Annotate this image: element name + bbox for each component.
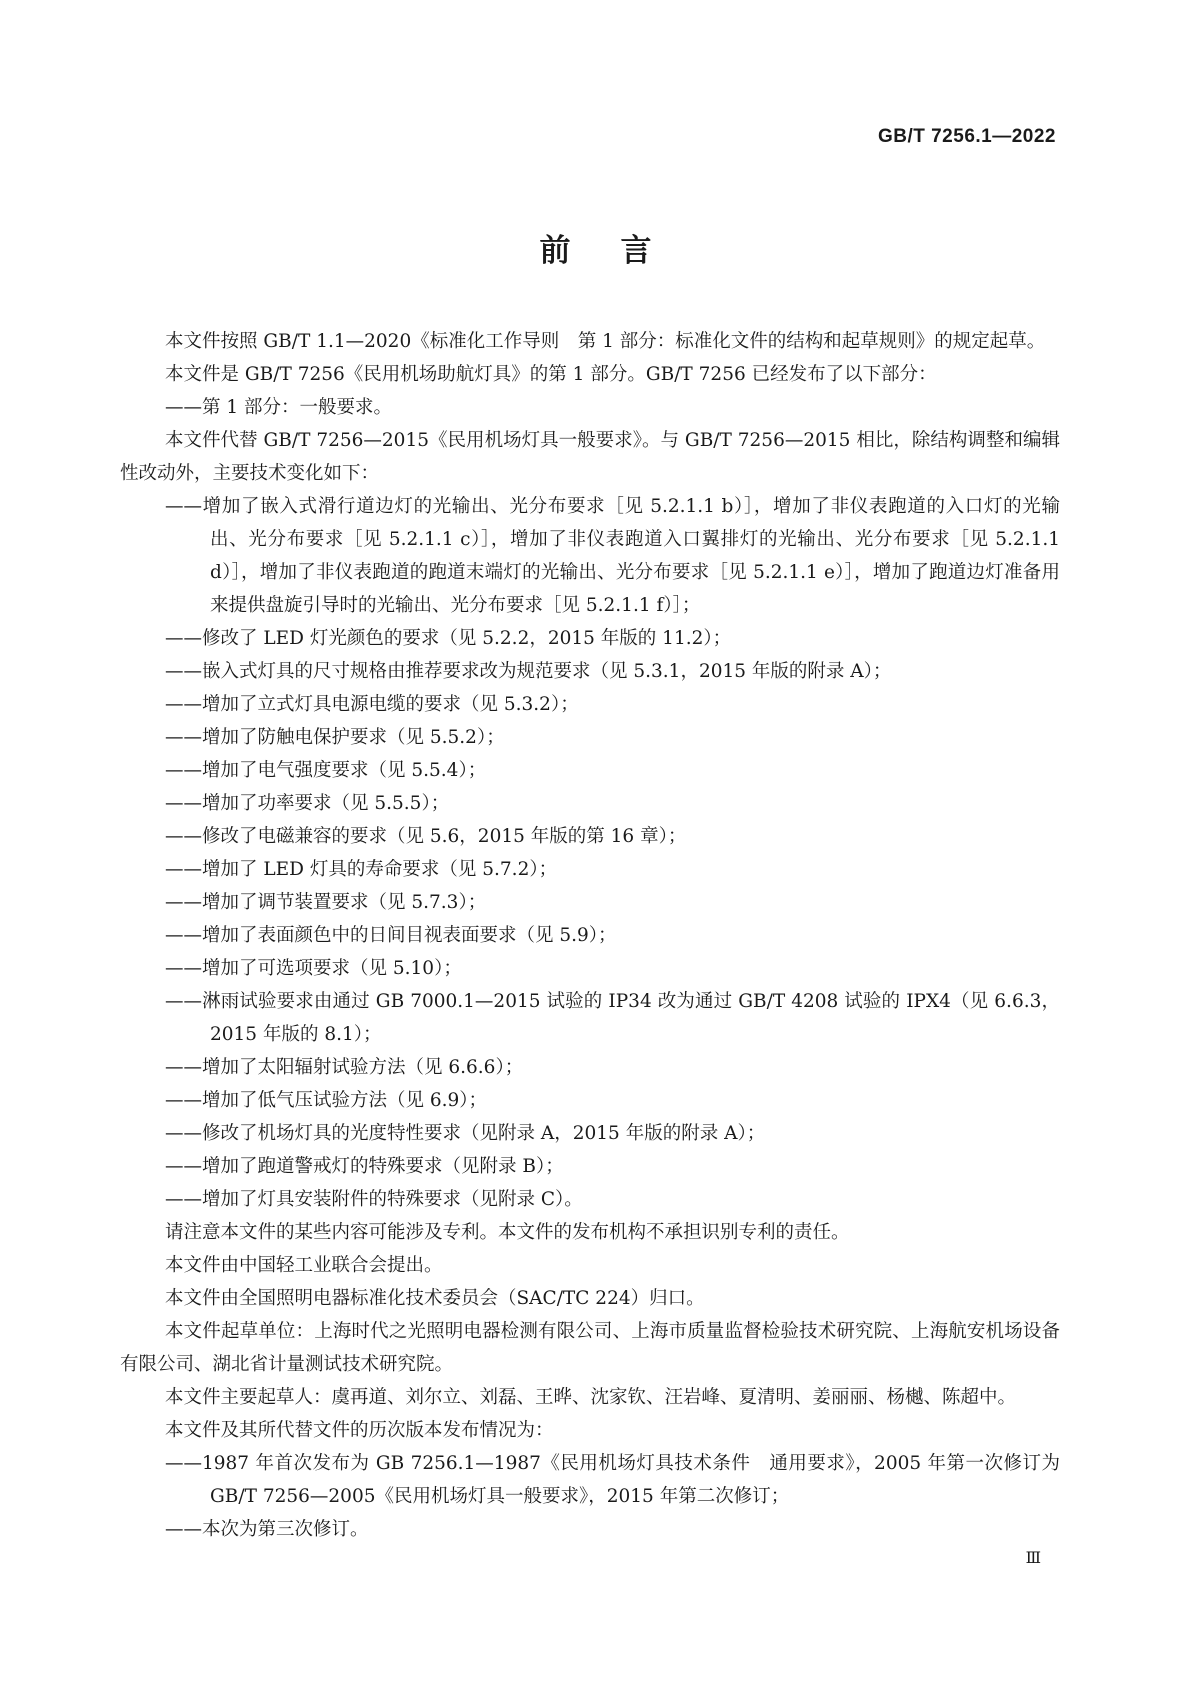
list-item: ——增加了嵌入式滑行道边灯的光输出、光分布要求［见 5.2.1.1 b）］，增加了非仪表跑道的入口灯的光输出、光分布要求［见 5.2.1.1 c）］，增加了非仪表跑道入口翼排灯的光输出、光分布要求［见 5.2.1.1 d）］，增加了非仪表跑道的跑道末端灯的光输出、光分布要求［见 5.2.1.1 e）］，增加了跑道边灯准备用来提供盘旋引导时的光输出、光分布要求［见 5.2.1.1 f）］； (165, 496, 1060, 616)
title-char-2: 言 (620, 233, 652, 269)
list-item: ——增加了 LED 灯具的寿命要求（见 5.7.2）； (165, 859, 558, 880)
paragraph-committee: 本文件由全国照明电器标准化技术委员会（SAC/TC 224）归口。 (165, 1288, 705, 1309)
list-item: ——增加了功率要求（见 5.5.5）； (165, 793, 450, 814)
list-item: ——增加了电气强度要求（见 5.5.4）； (165, 760, 487, 781)
foreword-body (120, 325, 1060, 1546)
paragraph-proposer: 本文件由中国轻工业联合会提出。 (165, 1255, 443, 1276)
list-item: ——增加了防触电保护要求（见 5.5.2）； (165, 727, 505, 748)
list-item: ——增加了调节装置要求（见 5.7.3）； (165, 892, 487, 913)
list-item-part-1: ——第 1 部分：一般要求。 (165, 397, 393, 418)
paragraph-replacement: 本文件代替 GB/T 7256—2015《民用机场灯具一般要求》。与 GB/T 7256—2015 相比，除结构调整和编辑性改动外，主要技术变化如下： (120, 430, 1060, 484)
list-item: ——增加了表面颜色中的日间目视表面要求（见 5.9）； (165, 925, 617, 946)
page-title (0, 225, 1191, 270)
paragraph-patent-notice: 请注意本文件的某些内容可能涉及专利。本文件的发布机构不承担识别专利的责任。 (165, 1222, 850, 1243)
paragraph-drafting-rule: 本文件按照 GB/T 1.1—2020《标准化工作导则 第 1 部分：标准化文件的结构和起草规则》的规定起草。 (165, 331, 1046, 352)
list-item: ——修改了机场灯具的光度特性要求（见附录 A，2015 年版的附录 A）； (165, 1123, 766, 1144)
paragraph-history-intro: 本文件及其所代替文件的历次版本发布情况为： (165, 1420, 554, 1441)
changes-list (120, 490, 1060, 1216)
list-item: ——本次为第三次修订。 (165, 1519, 369, 1540)
list-item: ——增加了低气压试验方法（见 6.9）； (165, 1090, 488, 1111)
page-number: Ⅲ (1025, 1548, 1041, 1567)
document-code: GB/T 7256.1—2022 (877, 126, 1056, 147)
list-item: ——增加了立式灯具电源电缆的要求（见 5.3.2）； (165, 694, 579, 715)
list-item: ——增加了灯具安装附件的特殊要求（见附录 C）。 (165, 1189, 583, 1210)
history-list (120, 1447, 1060, 1546)
list-item: ——修改了电磁兼容的要求（见 5.6，2015 年版的第 16 章）； (165, 826, 687, 847)
list-item: ——增加了太阳辐射试验方法（见 6.6.6）； (165, 1057, 524, 1078)
paragraph-drafters: 本文件主要起草人：虞再道、刘尔立、刘磊、王晔、沈家钦、汪岩峰、夏清明、姜丽丽、杨樾、陈超中。 (165, 1387, 1017, 1408)
list-item: ——1987 年首次发布为 GB 7256.1—1987《民用机场灯具技术条件 通用要求》，2005 年第一次修订为 GB/T 7256—2005《民用机场灯具一般要求》，2015 年第二次修订； (165, 1453, 1060, 1507)
list-item: ——嵌入式灯具的尺寸规格由推荐要求改为规范要求（见 5.3.1，2015 年版的附录 A）； (165, 661, 892, 682)
paragraph-drafting-units: 本文件起草单位：上海时代之光照明电器检测有限公司、上海市质量监督检验技术研究院、上海航安机场设备有限公司、湖北省计量测试技术研究院。 (120, 1321, 1060, 1375)
list-item: ——增加了可选项要求（见 5.10）； (165, 958, 462, 979)
list-item: ——增加了跑道警戒灯的特殊要求（见附录 B）； (165, 1156, 564, 1177)
list-item: ——淋雨试验要求由通过 GB 7000.1—2015 试验的 IP34 改为通过 GB/T 4208 试验的 IPX4（见 6.6.3，2015 年版的 8.1）； (165, 991, 1060, 1045)
paragraph-part-info: 本文件是 GB/T 7256《民用机场助航灯具》的第 1 部分。GB/T 7256 已经发布了以下部分： (165, 364, 937, 385)
list-item: ——修改了 LED 灯光颜色的要求（见 5.2.2，2015 年版的 11.2）； (165, 628, 732, 649)
title-char-1: 前 (539, 233, 571, 269)
